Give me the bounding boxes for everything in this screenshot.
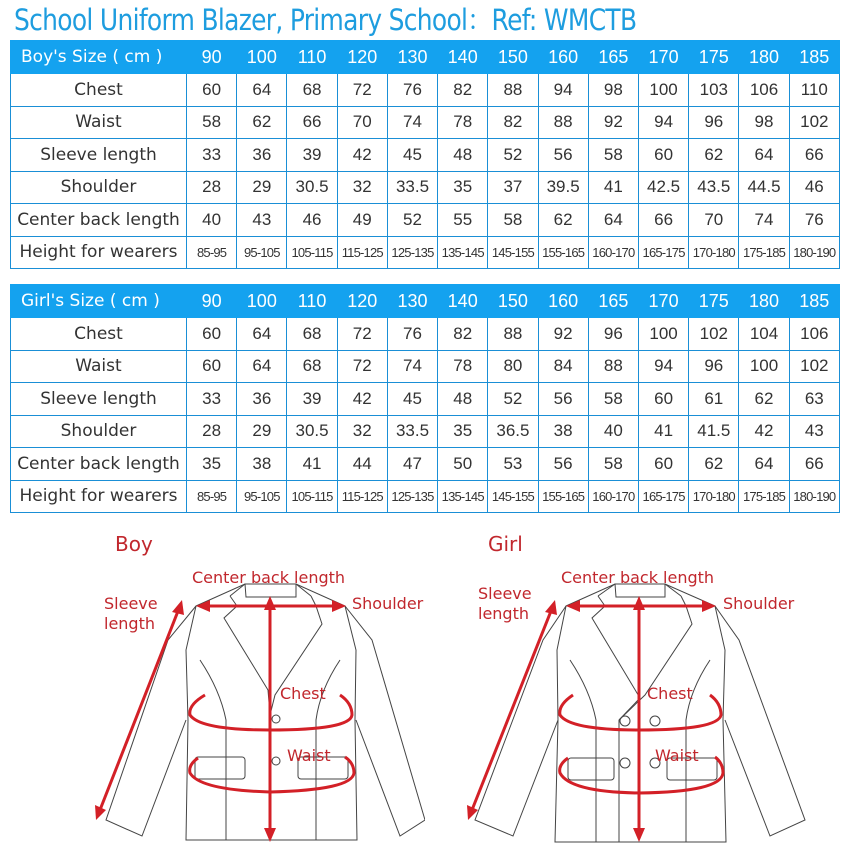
boys-size-table — [10, 40, 840, 269]
measurement-value: 102 — [789, 106, 839, 139]
measurement-value: 78 — [438, 350, 488, 383]
table-row — [11, 236, 840, 269]
measurement-value: 104 — [739, 318, 789, 351]
measurement-value: 62 — [739, 383, 789, 416]
measurement-value: 72 — [337, 350, 387, 383]
measurement-value: 66 — [638, 204, 688, 237]
size-header-label: Boy's Size ( cm ) — [11, 41, 187, 74]
measurement-value: 78 — [438, 106, 488, 139]
measurement-value: 32 — [337, 171, 387, 204]
boy-sleeve-label-2: length — [104, 614, 155, 633]
measurement-value: 105-115 — [287, 480, 337, 513]
table-row — [11, 383, 840, 416]
table-row — [11, 415, 840, 448]
size-column-header: 140 — [438, 41, 488, 74]
measurement-value: 52 — [387, 204, 437, 237]
girl-label: Girl — [488, 532, 523, 556]
measurement-value: 42 — [739, 415, 789, 448]
boy-chest-label: Chest — [280, 684, 326, 703]
table-row — [11, 204, 840, 237]
size-column-header: 140 — [438, 285, 488, 318]
measurement-value: 82 — [438, 74, 488, 107]
measurement-value: 115-125 — [337, 236, 387, 269]
size-column-header: 170 — [638, 285, 688, 318]
measurement-value: 33.5 — [387, 171, 437, 204]
measurement-value: 74 — [387, 350, 437, 383]
measurement-value: 64 — [237, 350, 287, 383]
measurement-value: 46 — [287, 204, 337, 237]
boy-label: Boy — [115, 532, 153, 556]
measurement-value: 68 — [287, 350, 337, 383]
measurement-value: 106 — [739, 74, 789, 107]
measurement-value: 76 — [789, 204, 839, 237]
measurement-value: 60 — [187, 74, 237, 107]
measurement-value: 85-95 — [187, 480, 237, 513]
measurement-value: 100 — [739, 350, 789, 383]
measurement-value: 50 — [438, 448, 488, 481]
measurement-value: 33.5 — [387, 415, 437, 448]
measurement-value: 82 — [438, 318, 488, 351]
size-column-header: 150 — [488, 41, 538, 74]
measurement-value: 43 — [789, 415, 839, 448]
measurement-value: 88 — [488, 74, 538, 107]
measurement-value: 76 — [387, 74, 437, 107]
measurement-value: 38 — [237, 448, 287, 481]
measurement-label: Height for wearers — [11, 480, 187, 513]
measurement-value: 45 — [387, 139, 437, 172]
measurement-value: 58 — [488, 204, 538, 237]
measurement-value: 82 — [488, 106, 538, 139]
measurement-value: 165-175 — [638, 236, 688, 269]
table-row — [11, 171, 840, 204]
measurement-value: 62 — [237, 106, 287, 139]
size-column-header: 110 — [287, 285, 337, 318]
measurement-label: Chest — [11, 74, 187, 107]
size-column-header: 160 — [538, 285, 588, 318]
measurement-label: Height for wearers — [11, 236, 187, 269]
measurement-value: 42 — [337, 139, 387, 172]
measurement-label: Chest — [11, 318, 187, 351]
boy-waist-label: Waist — [287, 746, 331, 765]
size-column-header: 165 — [588, 285, 638, 318]
measurement-value: 39 — [287, 139, 337, 172]
measurement-value: 42 — [337, 383, 387, 416]
measurement-value: 62 — [689, 448, 739, 481]
measurement-value: 36 — [237, 383, 287, 416]
size-header-row — [11, 285, 840, 318]
measurement-value: 60 — [187, 350, 237, 383]
measurement-value: 64 — [237, 74, 287, 107]
measurement-value: 36 — [237, 139, 287, 172]
size-column-header: 100 — [237, 285, 287, 318]
measurement-value: 70 — [337, 106, 387, 139]
size-column-header: 160 — [538, 41, 588, 74]
measurement-value: 102 — [789, 350, 839, 383]
measurement-value: 35 — [438, 415, 488, 448]
measurement-value: 39.5 — [538, 171, 588, 204]
size-header-label: Girl's Size ( cm ) — [11, 285, 187, 318]
measurement-value: 145-155 — [488, 236, 538, 269]
measurement-value: 30.5 — [287, 171, 337, 204]
measurement-value: 160-170 — [588, 480, 638, 513]
measurement-value: 96 — [689, 350, 739, 383]
measurement-label: Waist — [11, 350, 187, 383]
measurement-value: 115-125 — [337, 480, 387, 513]
measurement-value: 72 — [337, 74, 387, 107]
measurement-value: 175-185 — [739, 480, 789, 513]
measurement-value: 68 — [287, 318, 337, 351]
measurement-value: 44.5 — [739, 171, 789, 204]
measurement-value: 52 — [488, 383, 538, 416]
table-row — [11, 480, 840, 513]
measurement-value: 95-105 — [237, 480, 287, 513]
measurement-value: 85-95 — [187, 236, 237, 269]
measurement-value: 29 — [237, 415, 287, 448]
measurement-value: 72 — [337, 318, 387, 351]
measurement-value: 96 — [588, 318, 638, 351]
measurement-value: 74 — [739, 204, 789, 237]
size-column-header: 120 — [337, 285, 387, 318]
measurement-value: 170-180 — [689, 480, 739, 513]
measurement-value: 53 — [488, 448, 538, 481]
size-column-header: 175 — [689, 285, 739, 318]
size-column-header: 120 — [337, 41, 387, 74]
measurement-value: 60 — [638, 383, 688, 416]
girl-center-back-label: Center back length — [561, 568, 715, 587]
measurement-value: 61 — [689, 383, 739, 416]
measurement-value: 74 — [387, 106, 437, 139]
measurement-value: 80 — [488, 350, 538, 383]
measurement-value: 180-190 — [789, 236, 839, 269]
page-title: School Uniform Blazer, Primary School：Ref: WMCTB — [14, 3, 637, 37]
measurement-value: 175-185 — [739, 236, 789, 269]
size-column-header: 130 — [387, 285, 437, 318]
table-row — [11, 106, 840, 139]
measurement-value: 145-155 — [488, 480, 538, 513]
boy-blazer-diagram — [0, 520, 425, 864]
measurement-value: 56 — [538, 139, 588, 172]
measurement-value: 42.5 — [638, 171, 688, 204]
measurement-value: 37 — [488, 171, 538, 204]
measurement-value: 100 — [638, 318, 688, 351]
measurement-value: 33 — [187, 383, 237, 416]
measurement-value: 125-135 — [387, 236, 437, 269]
boy-sleeve-label: Sleeve — [104, 594, 158, 613]
measurement-value: 41.5 — [689, 415, 739, 448]
measurement-value: 160-170 — [588, 236, 638, 269]
measurement-value: 44 — [337, 448, 387, 481]
measurement-value: 60 — [638, 139, 688, 172]
girl-blazer-diagram — [425, 520, 850, 864]
measurement-value: 41 — [638, 415, 688, 448]
measurement-value: 43.5 — [689, 171, 739, 204]
measurement-value: 125-135 — [387, 480, 437, 513]
measurement-value: 56 — [538, 383, 588, 416]
measurement-value: 66 — [789, 139, 839, 172]
measurement-label: Waist — [11, 106, 187, 139]
measurement-value: 103 — [689, 74, 739, 107]
measurement-value: 58 — [588, 139, 638, 172]
measurement-value: 52 — [488, 139, 538, 172]
size-column-header: 130 — [387, 41, 437, 74]
measurement-value: 63 — [789, 383, 839, 416]
measurement-value: 55 — [438, 204, 488, 237]
measurement-value: 88 — [488, 318, 538, 351]
boy-center-back-label: Center back length — [192, 568, 346, 587]
measurement-value: 94 — [538, 74, 588, 107]
measurement-value: 43 — [237, 204, 287, 237]
measurement-value: 92 — [538, 318, 588, 351]
measurement-value: 64 — [739, 139, 789, 172]
size-column-header: 165 — [588, 41, 638, 74]
measurement-value: 47 — [387, 448, 437, 481]
measurement-value: 28 — [187, 171, 237, 204]
measurement-value: 56 — [538, 448, 588, 481]
measurement-value: 39 — [287, 383, 337, 416]
measurement-value: 49 — [337, 204, 387, 237]
measurement-label: Shoulder — [11, 415, 187, 448]
girl-sleeve-label: Sleeve — [478, 584, 532, 603]
measurement-value: 41 — [287, 448, 337, 481]
measurement-value: 64 — [237, 318, 287, 351]
measurement-value: 98 — [739, 106, 789, 139]
measurement-value: 40 — [588, 415, 638, 448]
measurement-value: 64 — [739, 448, 789, 481]
measurement-value: 30.5 — [287, 415, 337, 448]
measurement-value: 35 — [187, 448, 237, 481]
girl-chest-label: Chest — [647, 684, 693, 703]
size-column-header: 150 — [488, 285, 538, 318]
measurement-value: 60 — [638, 448, 688, 481]
girl-shoulder-label: Shoulder — [723, 594, 795, 613]
girl-waist-label: Waist — [655, 746, 699, 765]
measurement-label: Center back length — [11, 448, 187, 481]
measurement-value: 88 — [538, 106, 588, 139]
measurement-value: 170-180 — [689, 236, 739, 269]
measurement-value: 106 — [789, 318, 839, 351]
measurement-value: 40 — [187, 204, 237, 237]
measurement-value: 62 — [538, 204, 588, 237]
girls-size-table — [10, 284, 840, 513]
measurement-value: 48 — [438, 139, 488, 172]
measurement-value: 165-175 — [638, 480, 688, 513]
girl-sleeve-label-2: length — [478, 604, 529, 623]
table-row — [11, 350, 840, 383]
measurement-value: 180-190 — [789, 480, 839, 513]
size-column-header: 185 — [789, 41, 839, 74]
measurement-value: 58 — [187, 106, 237, 139]
measurement-value: 96 — [689, 106, 739, 139]
measurement-value: 100 — [638, 74, 688, 107]
measurement-value: 38 — [538, 415, 588, 448]
measurement-value: 33 — [187, 139, 237, 172]
table-row — [11, 448, 840, 481]
size-column-header: 175 — [689, 41, 739, 74]
measurement-label: Center back length — [11, 204, 187, 237]
measurement-value: 95-105 — [237, 236, 287, 269]
size-column-header: 180 — [739, 285, 789, 318]
measurement-value: 46 — [789, 171, 839, 204]
table-row — [11, 318, 840, 351]
measurement-value: 32 — [337, 415, 387, 448]
measurement-value: 110 — [789, 74, 839, 107]
size-column-header: 170 — [638, 41, 688, 74]
measurement-value: 76 — [387, 318, 437, 351]
measurement-value: 135-145 — [438, 236, 488, 269]
measurement-value: 28 — [187, 415, 237, 448]
measurement-value: 84 — [538, 350, 588, 383]
measurement-value: 94 — [638, 350, 688, 383]
measurement-value: 36.5 — [488, 415, 538, 448]
measurement-value: 92 — [588, 106, 638, 139]
boy-shoulder-label: Shoulder — [352, 594, 424, 613]
measurement-label: Sleeve length — [11, 383, 187, 416]
measurement-value: 102 — [689, 318, 739, 351]
measurement-value: 66 — [287, 106, 337, 139]
table-row — [11, 74, 840, 107]
measurement-value: 60 — [187, 318, 237, 351]
measurement-value: 35 — [438, 171, 488, 204]
size-column-header: 90 — [187, 41, 237, 74]
measurement-value: 62 — [689, 139, 739, 172]
size-column-header: 100 — [237, 41, 287, 74]
measurement-label: Sleeve length — [11, 139, 187, 172]
measurement-value: 64 — [588, 204, 638, 237]
measurement-value: 88 — [588, 350, 638, 383]
measurement-value: 94 — [638, 106, 688, 139]
measurement-value: 68 — [287, 74, 337, 107]
measurement-value: 45 — [387, 383, 437, 416]
measurement-label: Shoulder — [11, 171, 187, 204]
measurement-value: 58 — [588, 448, 638, 481]
size-header-row — [11, 41, 840, 74]
size-column-header: 110 — [287, 41, 337, 74]
measurement-value: 58 — [588, 383, 638, 416]
measurement-value: 155-165 — [538, 236, 588, 269]
measurement-value: 135-145 — [438, 480, 488, 513]
measurement-value: 48 — [438, 383, 488, 416]
measurement-value: 70 — [689, 204, 739, 237]
measurement-value: 98 — [588, 74, 638, 107]
measurement-value: 105-115 — [287, 236, 337, 269]
measurement-value: 41 — [588, 171, 638, 204]
measurement-value: 155-165 — [538, 480, 588, 513]
size-column-header: 185 — [789, 285, 839, 318]
measurement-value: 29 — [237, 171, 287, 204]
size-column-header: 90 — [187, 285, 237, 318]
table-row — [11, 139, 840, 172]
measurement-value: 66 — [789, 448, 839, 481]
size-column-header: 180 — [739, 41, 789, 74]
